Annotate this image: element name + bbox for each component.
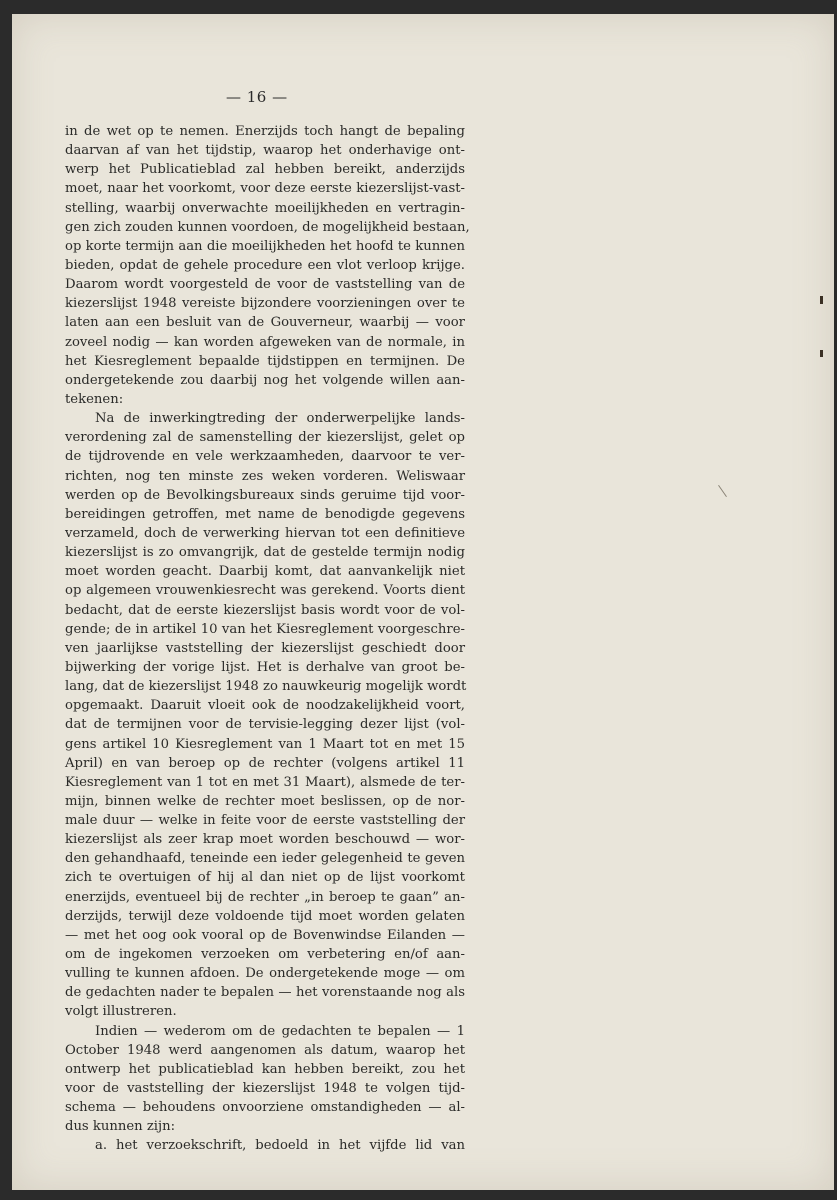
text-line: volgt illustreren. <box>65 1004 177 1020</box>
text-line: opgemaakt. Daaruit vloeit ook de noodzakelijkheid voort, <box>65 698 465 714</box>
text-line: kiezerslijst als zeer krap moet worden beschouwd — wor- <box>65 832 465 848</box>
text-line: a. het verzoekschrift, bedoeld in het vijfde lid van <box>95 1138 465 1154</box>
margin-mark <box>820 296 823 304</box>
text-line: kiezerslijst is zo omvangrijk, dat de gestelde termijn nodig <box>65 545 465 561</box>
text-line: derzijds, terwijl deze voldoende tijd moet worden gelaten <box>65 908 465 924</box>
text-line: zich te overtuigen of hij al dan niet op de lijst voorkomt <box>65 870 465 886</box>
text-line: bedacht, dat de eerste kiezerslijst basis wordt voor de vol- <box>65 602 465 618</box>
text-line: bieden, opdat de gehele procedure een vlot verloop krijge. <box>65 257 465 273</box>
page-number: — 16 — <box>226 88 288 106</box>
text-line: gende; de in artikel 10 van het Kiesreglement voorgeschre- <box>65 621 465 637</box>
text-line: Kiesreglement van 1 tot en met 31 Maart), alsmede de ter- <box>65 774 465 790</box>
text-line: ontwerp het publicatieblad kan hebben bereikt, zou het <box>65 1061 465 1077</box>
text-line: kiezerslijst 1948 vereiste bijzondere voorzieningen over te <box>65 296 465 312</box>
text-line: — met het oog ook vooral op de Bovenwindse Eilanden — <box>65 927 465 943</box>
text-line: werp het Publicatieblad zal hebben bereikt, anderzijds <box>65 162 465 178</box>
text-line: bereidingen getroffen, met name de benodigde gegevens <box>65 506 465 522</box>
text-line: om de ingekomen verzoeken om verbetering en/of aan- <box>65 947 465 963</box>
text-line: dat de termijnen voor de tervisie-legging dezer lijst (vol- <box>65 717 465 733</box>
text-line: gen zich zouden kunnen voordoen, de mogelijkheid bestaan, <box>65 219 470 235</box>
text-line: daarvan af van het tijdstip, waarop het onderhavige ont- <box>65 143 465 159</box>
text-line: April) en van beroep op de rechter (volgens artikel 11 <box>65 755 465 771</box>
text-line: October 1948 werd aangenomen als datum, waarop het <box>65 1042 465 1058</box>
text-line: stelling, waarbij onverwachte moeilijkheden en vertragin- <box>65 200 465 216</box>
text-line: voor de vaststelling der kiezerslijst 1948 te volgen tijd- <box>65 1081 465 1097</box>
text-line: de gedachten nader te bepalen — het vorenstaande nog als <box>65 985 465 1001</box>
text-line: verzameld, doch de verwerking hiervan tot een definitieve <box>65 525 465 541</box>
text-line: moet, naar het voorkomt, voor deze eerste kiezerslijst-vast- <box>65 181 465 197</box>
text-line: het Kiesreglement bepaalde tijdstippen en termijnen. De <box>65 353 465 369</box>
text-line: ven jaarlijkse vaststelling der kiezerslijst geschiedt door <box>65 640 465 656</box>
text-line: werden op de Bevolkingsbureaux sinds geruime tijd voor- <box>65 487 465 503</box>
text-line: verordening zal de samenstelling der kiezerslijst, gelet op <box>65 430 465 446</box>
text-line: ondergetekende zou daarbij nog het volgende willen aan- <box>65 372 465 388</box>
text-line: gens artikel 10 Kiesreglement van 1 Maart tot en met 15 <box>65 736 465 752</box>
text-line: den gehandhaafd, teneinde een ieder gelegenheid te geven <box>65 851 465 867</box>
text-line: enerzijds, eventueel bij de rechter „in beroep te gaan” an- <box>65 889 465 905</box>
text-line: dus kunnen zijn: <box>65 1119 176 1135</box>
body-text <box>65 122 470 1156</box>
text-line: mijn, binnen welke de rechter moet beslissen, op de nor- <box>65 793 465 809</box>
margin-mark <box>820 350 823 357</box>
text-line: vulling te kunnen afdoen. De ondergetekende moge — om <box>65 966 465 982</box>
text-line: laten aan een besluit van de Gouverneur, waarbij — voor <box>65 315 465 331</box>
text-line: richten, nog ten minste zes weken vorderen. Weliswaar <box>65 468 465 484</box>
text-line: zoveel nodig — kan worden afgeweken van de normale, in <box>65 334 465 350</box>
text-line: op korte termijn aan die moeilijkheden het hoofd te kunnen <box>65 238 465 254</box>
text-line: tekenen: <box>65 391 124 407</box>
text-line: Indien — wederom om de gedachten te bepalen — 1 <box>95 1023 465 1039</box>
text-line: de tijdrovende en vele werkzaamheden, daarvoor te ver- <box>65 449 465 465</box>
text-line: op algemeen vrouwenkiesrecht was gerekend. Voorts dient <box>65 583 465 599</box>
text-line: moet worden geacht. Daarbij komt, dat aanvankelijk niet <box>65 564 465 580</box>
text-line: Na de inwerkingtreding der onderwerpelijke lands- <box>95 411 465 427</box>
text-line: male duur — welke in feite voor de eerste vaststelling der <box>65 813 465 829</box>
text-line: bijwerking der vorige lijst. Het is derhalve van groot be- <box>65 659 465 675</box>
text-line: in de wet op te nemen. Enerzijds toch hangt de bepaling <box>65 124 465 139</box>
text-line: schema — behoudens onvoorziene omstandigheden — al- <box>65 1100 465 1116</box>
text-line: Daarom wordt voorgesteld de voor de vaststelling van de <box>65 277 465 293</box>
text-line: lang, dat de kiezerslijst 1948 zo nauwkeurig mogelijk wordt <box>65 679 467 695</box>
